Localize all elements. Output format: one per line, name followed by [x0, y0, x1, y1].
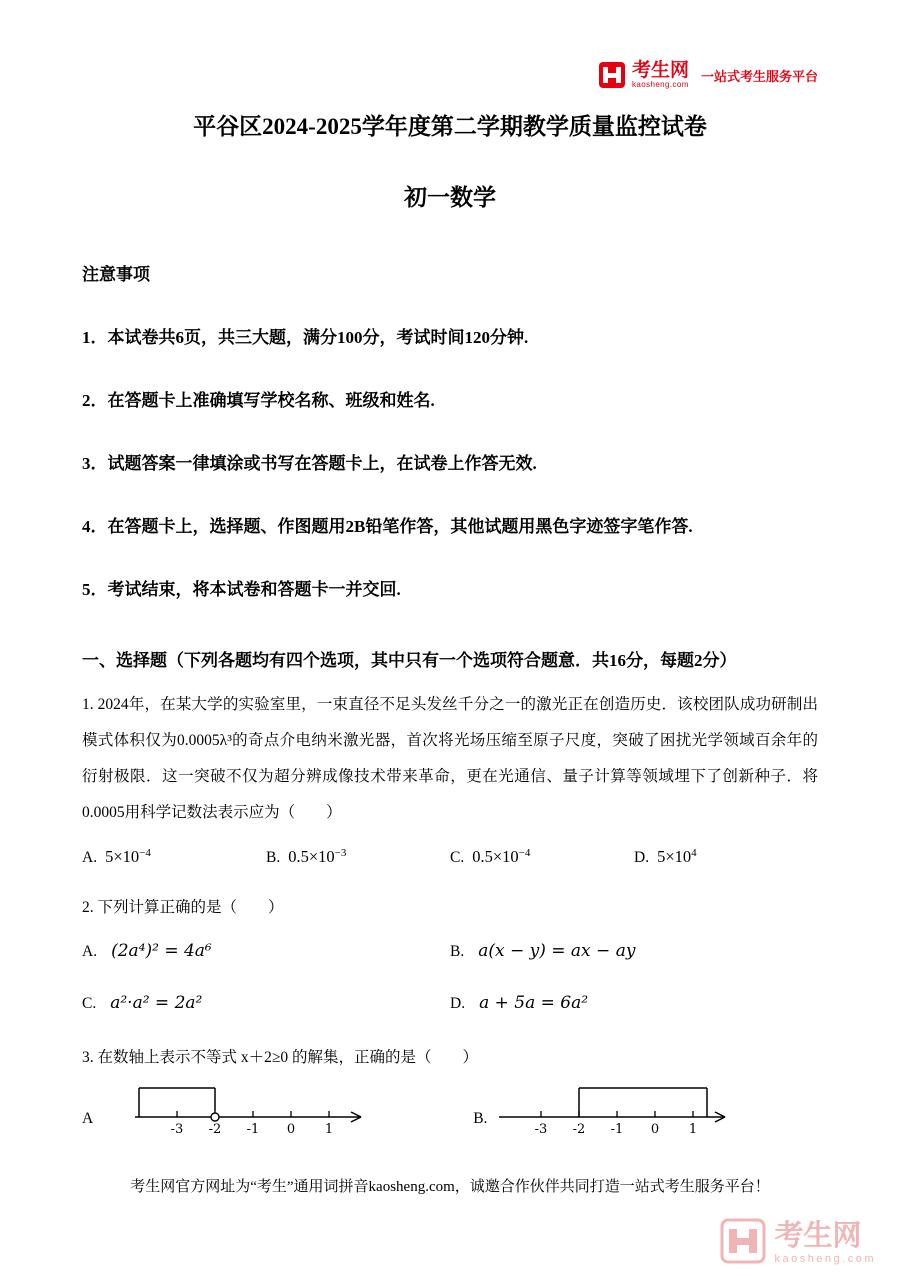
q3-option-a-label: A — [82, 1110, 94, 1128]
notice-item-4: 4．在答题卡上，选择题、作图题用2B铅笔作答，其他试题用黑色字迹签字笔作答. — [82, 517, 693, 536]
page-title: 平谷区2024-2025学年度第二学期教学质量监控试卷 — [193, 114, 707, 139]
watermark — [720, 1218, 876, 1269]
q2-option-b: B. a(x − y) = ax − ay — [450, 941, 636, 962]
brand-logo-icon — [599, 62, 625, 88]
svg-text:-2: -2 — [208, 1122, 222, 1138]
svg-text:0: 0 — [287, 1122, 296, 1138]
watermark-name: 考生网 — [774, 1220, 862, 1252]
svg-text:-3: -3 — [535, 1122, 548, 1138]
svg-text:-2: -2 — [573, 1122, 586, 1138]
svg-text:1: 1 — [689, 1122, 698, 1138]
footer-text: 考生网官方网址为“考生”通用词拼音kaosheng.com，诚邀合作伙伴共同打造一站式考生服务平台！ — [130, 1179, 770, 1195]
q1-option-a: A. $5\times 10^{-4}$ — [82, 847, 151, 867]
question-3-options — [82, 1075, 818, 1142]
question-1-options — [82, 847, 818, 867]
q1-option-b: B. $0.5\times 10^{-3}$ — [266, 847, 347, 867]
notice-item-5: 5．考试结束，将本试卷和答题卡一并交回. — [82, 580, 401, 599]
number-line-a — [129, 1075, 369, 1142]
notice-item-1: 1．本试卷共6页，共三大题，满分100分，考试时间120分钟. — [82, 328, 529, 347]
brand-name: 考生网 — [631, 59, 689, 81]
question-2-text: 2. 下列计算正确的是（ ） — [82, 899, 284, 917]
page-subtitle: 初一数学 — [404, 185, 496, 210]
svg-text:-3: -3 — [170, 1122, 184, 1138]
q2-option-c: C. a²·a² = 2a² — [82, 993, 203, 1014]
notice-item-3: 3．试题答案一律填涂或书写在答题卡上，在试卷上作答无效. — [82, 454, 537, 473]
q1-option-d: D. $5\times 10^4$ — [634, 847, 697, 867]
brand-logo[interactable] — [82, 0, 818, 96]
svg-text:-1: -1 — [246, 1122, 260, 1138]
number-line-b — [493, 1075, 733, 1142]
section-1-heading: 一、选择题（下列各题均有四个选项，其中只有一个选项符合题意．共16分，每题2分） — [82, 651, 737, 670]
svg-text:-1: -1 — [611, 1122, 624, 1138]
svg-text:0: 0 — [651, 1122, 660, 1138]
brand-tagline: 一站式考生服务平台 — [700, 68, 818, 84]
question-2-options — [82, 941, 818, 1013]
watermark-icon — [720, 1218, 766, 1269]
svg-text:1: 1 — [325, 1122, 334, 1138]
watermark-domain: kaosheng.com — [774, 1253, 876, 1265]
q1-option-c: C. $0.5\times 10^{-4}$ — [450, 847, 531, 867]
question-1-text: 1. 2024年，在某大学的实验室里，一束直径不足头发丝千分之一的激光正在创造历史．该校团队成功研制出模式体积仅为0.0005λ³的奇点介电纳米激光器，首次将光场压缩至原子尺度，突破了困扰光学领域百余年的衍射极限．这一突破不仅为超分辨成像技术带来革命，更在光通信、量子计算等领域埋下了创新种子．将0.0005用科学记数法表示应为（ ） — [82, 696, 818, 821]
q3-option-b-label: B. — [473, 1110, 488, 1128]
question-3-text: 3. 在数轴上表示不等式 x＋2≥0 的解集，正确的是（ ） — [82, 1049, 479, 1067]
q2-option-a: A. (2a⁴)² = 4a⁶ — [82, 941, 212, 962]
notice-item-2: 2．在答题卡上准确填写学校名称、班级和姓名. — [82, 391, 435, 410]
brand-domain: kaosheng.com — [631, 79, 689, 89]
notice-heading: 注意事项 — [82, 265, 150, 284]
q2-option-d: D. a + 5a = 6a² — [450, 993, 589, 1014]
